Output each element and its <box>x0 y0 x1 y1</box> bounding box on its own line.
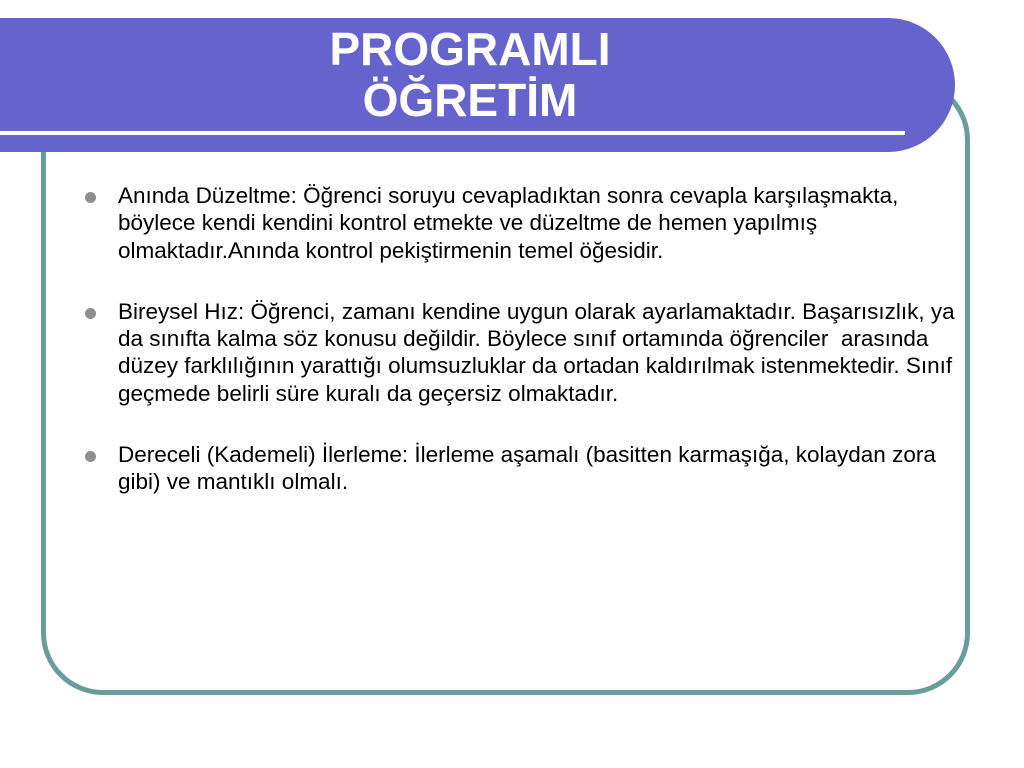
bullet-dot-icon <box>85 308 96 319</box>
bullet-item-bireysel-hiz <box>85 298 961 407</box>
bullet-item-dereceli-ilerleme <box>85 441 955 496</box>
bullet-dot-icon <box>85 192 96 203</box>
bullet-dot-icon <box>85 451 96 462</box>
bullet-list <box>85 182 961 530</box>
slide-title <box>200 24 740 126</box>
bullet-item-aninda-duzeltme <box>85 182 955 264</box>
bullet-text: Bireysel Hız: Öğrenci, zamanı kendine uygun olarak ayarlamaktadır. Başarısızlık, ya da sınıfta kalma söz konusu değildir. Böylece sınıf ortamında öğrenciler arasında düzey farklılığının yarattığı olumsuzluklar da ortadan kaldırılmak istenmektedir. Sınıf geçmede belirli süre kuralı da geçersiz olmaktadır. <box>118 298 961 406</box>
title-underline <box>0 131 905 135</box>
slide-title-line1: PROGRAMLI <box>329 23 611 75</box>
slide-title-line2: ÖĞRETİM <box>362 74 578 126</box>
bullet-text: Dereceli (Kademeli) İlerleme: İlerleme aşamalı (basitten karmaşığa, kolaydan zora gibi) ve mantıklı olmalı. <box>118 442 936 495</box>
bullet-text: Anında Düzeltme: Öğrenci soruyu cevapladıktan sonra cevapla karşılaşmakta, böylece kendi kendini kontrol etmekte ve düzeltme de hemen yapılmış olmaktadır.Anında kontrol pekiştirmenin temel öğesidir. <box>118 183 905 263</box>
